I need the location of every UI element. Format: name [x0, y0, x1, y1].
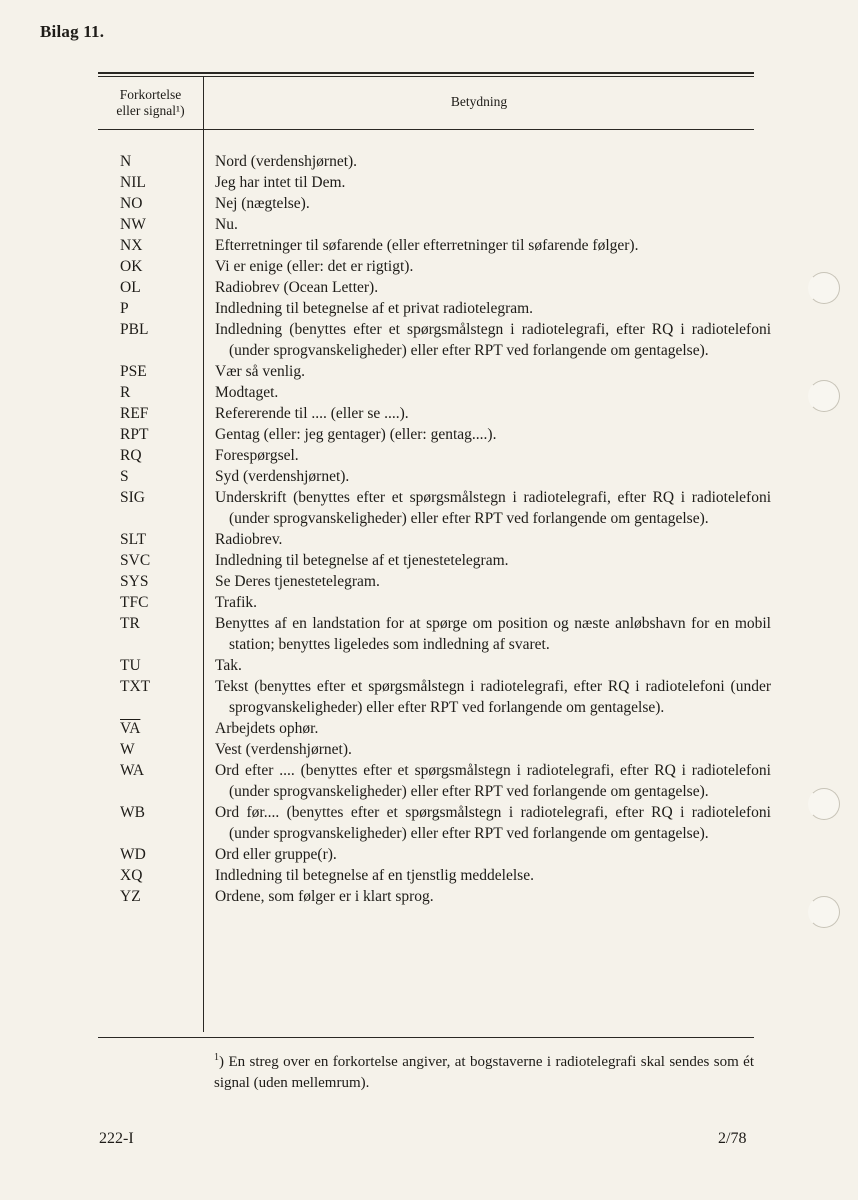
meaning-cell: Radiobrev (Ocean Letter). [215, 279, 379, 296]
meaning-cell: Ord før.... (benyttes efter et spørgsmålstegn i radiotelegrafi, efter RQ i radiotelefoni (under sprogvanskeligheder) eller efter RPT ved forlangende om gentagelse). [215, 804, 771, 842]
meaning-cell: Forespørgsel. [215, 447, 299, 464]
abbreviation-cell [98, 466, 195, 487]
table-row [98, 676, 771, 718]
abbreviation-text: SYS [120, 573, 149, 590]
abbreviation-cell [98, 403, 195, 424]
abbreviation-text: WD [120, 846, 146, 863]
abbreviation-cell [98, 529, 195, 550]
abbreviation-cell [98, 382, 195, 403]
abbreviation-cell [98, 214, 195, 235]
abbreviation-text: W [120, 741, 135, 758]
abbreviation-cell [98, 298, 195, 319]
table-row [98, 193, 758, 214]
page-label: Bilag 11. [40, 22, 105, 41]
abbreviation-cell [98, 655, 195, 676]
table-row [98, 886, 758, 907]
abbreviation-text: TFC [120, 594, 149, 611]
abbreviation-text: NW [120, 216, 146, 233]
abbreviation-cell [98, 802, 195, 823]
meaning-cell: Nu. [215, 216, 238, 233]
footnote: $^1$) En streg over en forkortelse angiver, at bogstaverne i radiotelegrafi skal sendes som ét signal (uden mellemrum). [214, 1052, 755, 1091]
punch-hole [808, 896, 840, 928]
abbreviation-cell [98, 256, 195, 277]
abbreviation-text: TR [120, 615, 140, 632]
table-row [98, 487, 771, 529]
table-top-rule-inner [98, 76, 754, 77]
meaning-cell: Vest (verdenshjørnet). [215, 741, 352, 758]
table-row [98, 571, 758, 592]
abbreviation-cell [98, 760, 195, 781]
abbreviation-text: REF [120, 405, 149, 422]
abbreviation-text: SVC [120, 552, 151, 569]
table-row [98, 403, 758, 424]
punch-hole [808, 788, 840, 820]
abbreviation-text: OL [120, 279, 141, 296]
abbreviation-text: OK [120, 258, 143, 275]
abbreviation-text: WA [120, 762, 145, 779]
abbreviation-text: NX [120, 237, 143, 254]
table-row [98, 802, 771, 844]
abbreviation-cell [98, 445, 195, 466]
table-row [98, 592, 758, 613]
abbreviation-cell [98, 886, 195, 907]
abbreviation-cell [98, 424, 195, 445]
meaning-cell: Radiobrev. [215, 531, 283, 548]
abbreviation-text: PBL [120, 321, 149, 338]
column-header-meaning: Betydning [450, 94, 508, 109]
table-row [98, 319, 771, 361]
table-row [98, 361, 758, 382]
meaning-cell: Nord (verdenshjørnet). [215, 153, 358, 170]
meaning-cell: Gentag (eller: jeg gentager) (eller: gentag....). [215, 426, 497, 443]
abbreviation-cell [98, 277, 195, 298]
table-row [98, 445, 758, 466]
meaning-cell: Tak. [215, 657, 242, 674]
table-row [98, 844, 758, 865]
abbreviation-text: NIL [120, 174, 146, 191]
column-header-abbreviation-line1: Forkortelse [119, 87, 182, 102]
abbreviation-text: XQ [120, 867, 143, 884]
table-row [98, 382, 758, 403]
abbreviation-text: TXT [120, 678, 151, 695]
table-row [98, 718, 758, 739]
meaning-cell: Ordene, som følger er i klart sprog. [215, 888, 434, 905]
abbreviation-cell [98, 172, 195, 193]
punch-hole [808, 380, 840, 412]
abbreviation-cell [98, 550, 195, 571]
abbreviation-cell [98, 487, 195, 508]
table-row [98, 655, 758, 676]
meaning-cell: Tekst (benyttes efter et spørgsmålstegn i radiotelegrafi, efter RQ i radiotelefoni (under sprogvanskeligheder) eller efter RPT ved forlangende om gentagelse). [215, 678, 771, 716]
meaning-cell: Vi er enige (eller: det er rigtigt). [215, 258, 414, 275]
abbreviation-cell [98, 319, 195, 340]
abbreviation-text: RQ [120, 447, 142, 464]
abbreviation-text: WB [120, 804, 145, 821]
footnote-marker: 1 [214, 1052, 219, 1063]
abbreviation-cell [98, 193, 195, 214]
abbreviation-cell [98, 151, 195, 172]
header-rule [98, 129, 754, 130]
table-row [98, 739, 758, 760]
abbreviation-cell [98, 676, 195, 697]
meaning-cell: Ord eller gruppe(r). [215, 846, 337, 863]
column-header-abbreviation-line2: eller signal¹) [116, 103, 185, 118]
table-row [98, 256, 758, 277]
table-top-rule [98, 72, 754, 74]
abbreviation-text: SIG [120, 489, 145, 506]
abbreviation-text: TU [120, 657, 141, 674]
abbreviation-table-body [98, 151, 771, 907]
meaning-cell: Trafik. [215, 594, 258, 611]
meaning-cell: Refererende til .... (eller se ....). [215, 405, 409, 422]
abbreviation-text: $\overline{VA}$ [120, 720, 141, 737]
meaning-cell: Underskrift (benyttes efter et spørgsmålstegn i radiotelegrafi, efter RQ i radiotelefoni (under sprogvanskeligheder) eller efter RPT ved forlangende om gentagelse). [215, 489, 771, 527]
meaning-cell: Se Deres tjenestetelegram. [215, 573, 380, 590]
table-row [98, 172, 758, 193]
abbreviation-cell [98, 613, 195, 634]
meaning-cell: Indledning til betegnelse af et tjenestetelegram. [215, 552, 509, 569]
table-row [98, 298, 758, 319]
abbreviation-text: RPT [120, 426, 149, 443]
table-row [98, 550, 758, 571]
table-row [98, 214, 758, 235]
meaning-cell: Vær så venlig. [215, 363, 305, 380]
abbreviation-text: S [120, 468, 129, 485]
meaning-cell: Indledning (benyttes efter et spørgsmålstegn i radiotelegrafi, efter RQ i radiotelefoni (under sprogvanskeligheder) eller efter RPT ved forlangende om gentagelse). [215, 321, 771, 359]
meaning-cell: Efterretninger til søfarende (eller efterretninger til søfarende følger). [215, 237, 639, 254]
table-row [98, 235, 758, 256]
table-row [98, 865, 758, 886]
meaning-cell: Modtaget. [215, 384, 279, 401]
meaning-cell: Indledning til betegnelse af et privat radiotelegram. [215, 300, 534, 317]
meaning-cell: Indledning til betegnelse af en tjenstlig meddelelse. [215, 867, 534, 884]
footer-date: 2/78 [718, 1130, 747, 1147]
meaning-cell: Benyttes af en landstation for at spørge om position og næste anløbshavn for en mobil station; benyttes ligeledes som indledning af svaret. [215, 615, 771, 653]
abbreviation-cell [98, 865, 195, 886]
abbreviation-cell [98, 235, 195, 256]
table-row [98, 529, 758, 550]
column-header-abbreviation [98, 87, 203, 119]
abbreviation-cell [98, 592, 195, 613]
abbreviation-cell [98, 361, 195, 382]
abbreviation-cell [98, 844, 195, 865]
footnote-text: En streg over en forkortelse angiver, at bogstaverne i radiotelegrafi skal sendes som ét signal (uden mellemrum). [214, 1054, 755, 1091]
table-row [98, 466, 758, 487]
meaning-cell: Syd (verdenshjørnet). [215, 468, 350, 485]
meaning-cell: Nej (nægtelse). [215, 195, 310, 212]
abbreviation-cell [98, 739, 195, 760]
abbreviation-cell [98, 718, 195, 739]
table-row [98, 151, 758, 172]
abbreviation-text: NO [120, 195, 143, 212]
table-bottom-rule [98, 1037, 754, 1038]
table-row [98, 277, 758, 298]
meaning-cell: Jeg har intet til Dem. [215, 174, 346, 191]
abbreviation-text: SLT [120, 531, 147, 548]
abbreviation-text: PSE [120, 363, 147, 380]
abbreviation-cell [98, 571, 195, 592]
footer-document-number: 222-I [99, 1130, 134, 1147]
abbreviation-text: R [120, 384, 131, 401]
table-row [98, 424, 758, 445]
abbreviation-text: N [120, 153, 132, 170]
punch-hole [808, 272, 840, 304]
table-row [98, 760, 771, 802]
meaning-cell: Ord efter .... (benyttes efter et spørgsmålstegn i radiotelegrafi, efter RQ i radiotelefoni (under sprogvanskeligheder) eller efter RPT ved forlangende om gentagelse). [215, 762, 771, 800]
meaning-cell: Arbejdets ophør. [215, 720, 319, 737]
abbreviation-text: YZ [120, 888, 141, 905]
abbreviation-text: P [120, 300, 129, 317]
table-row [98, 613, 771, 655]
